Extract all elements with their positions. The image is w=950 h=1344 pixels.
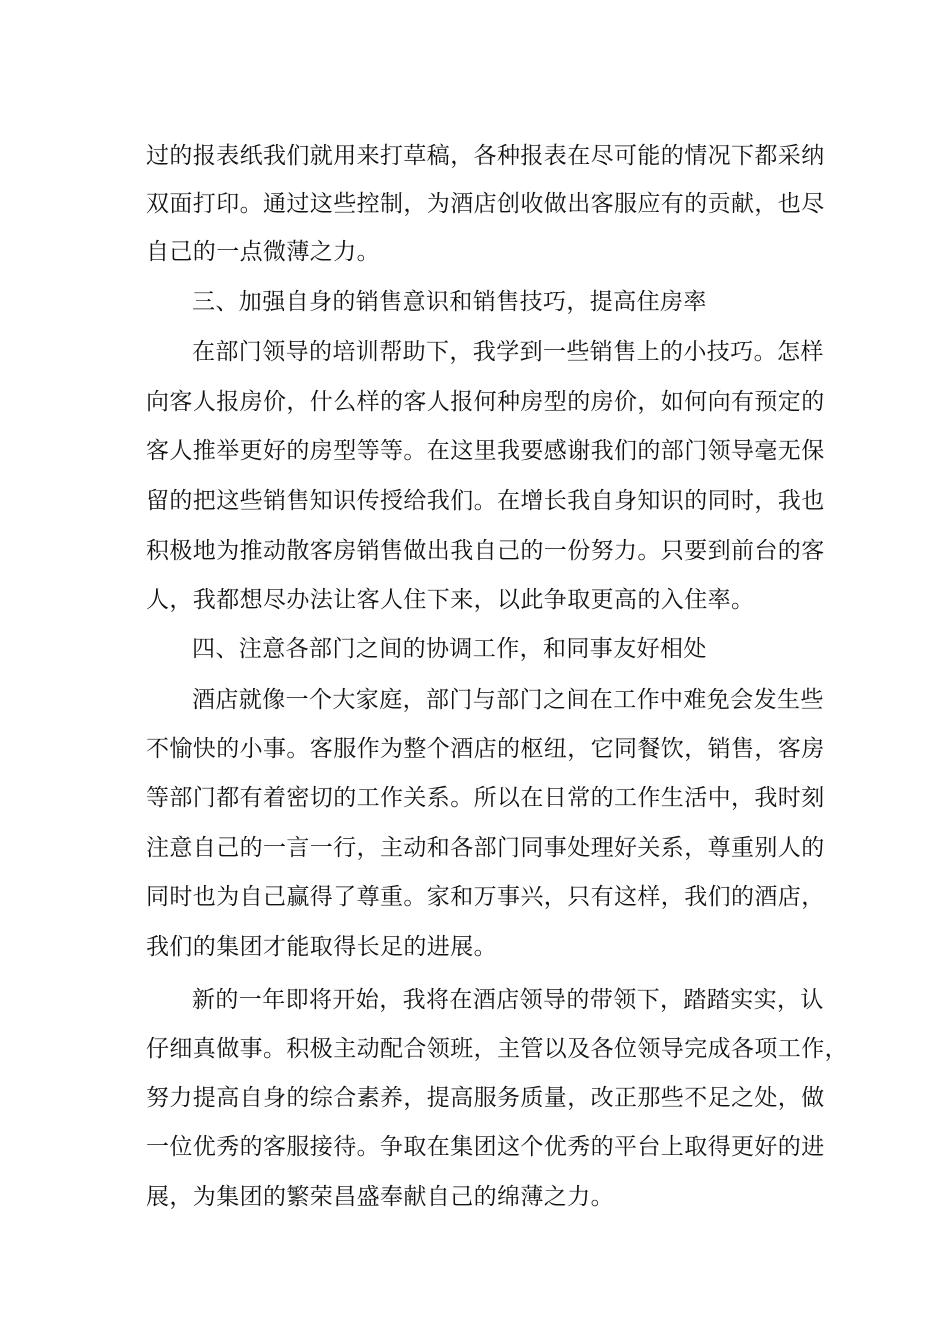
paragraph-line-7: 客人推举更好的房型等等。在这里我要感谢我们的部门领导毫无保 <box>146 438 825 464</box>
paragraph-line-14: 等部门都有着密切的工作关系。所以在日常的工作生活中，我时刻 <box>146 785 825 811</box>
paragraph-line-3: 自己的一点微薄之力。 <box>146 239 380 265</box>
section-heading-3: 三、加强自身的销售意识和销售技巧，提高住房率 <box>192 289 707 315</box>
paragraph-line-5: 在部门领导的培训帮助下，我学到一些销售上的小技巧。怎样 <box>192 339 824 365</box>
paragraph-line-12: 酒店就像一个大家庭，部门与部门之间在工作中难免会发生些 <box>192 687 824 713</box>
paragraph-line-18: 新的一年即将开始，我将在酒店领导的带领下，踏踏实实，认 <box>192 987 824 1013</box>
paragraph-line-2: 双面打印。通过这些控制，为酒店创收做出客服应有的贡献，也尽 <box>146 191 825 217</box>
paragraph-line-16: 同时也为自己赢得了尊重。家和万事兴，只有这样，我们的酒店， <box>146 884 825 910</box>
section-heading-4: 四、注意各部门之间的协调工作，和同事友好相处 <box>192 636 707 662</box>
paragraph-line-21: 一位优秀的客服接待。争取在集团这个优秀的平台上取得更好的进 <box>146 1134 825 1160</box>
paragraph-line-15: 注意自己的一言一行，主动和各部门同事处理好关系，尊重别人的 <box>146 835 825 861</box>
paragraph-line-9: 积极地为推动散客房销售做出我自己的一份努力。只要到前台的客 <box>146 538 825 564</box>
paragraph-line-1: 过的报表纸我们就用来打草稿，各种报表在尽可能的情况下都采纳 <box>146 143 825 169</box>
paragraph-line-22: 展，为集团的繁荣昌盛奉献自己的绵薄之力。 <box>146 1184 614 1210</box>
paragraph-line-17: 我们的集团才能取得长足的进展。 <box>146 934 497 960</box>
paragraph-line-13: 不愉快的小事。客服作为整个酒店的枢纽，它同餐饮，销售，客房 <box>146 736 825 762</box>
paragraph-line-20: 努力提高自身的综合素养，提高服务质量，改正那些不足之处，做 <box>146 1085 825 1111</box>
paragraph-line-8: 留的把这些销售知识传授给我们。在增长我自身知识的同时，我也 <box>146 488 825 514</box>
paragraph-line-19: 仔细真做事。积极主动配合领班，主管以及各位领导完成各项工作， <box>146 1036 848 1062</box>
paragraph-line-10: 人，我都想尽办法让客人住下来，以此争取更高的入住率。 <box>146 587 755 613</box>
paragraph-line-6: 向客人报房价，什么样的客人报何种房型的房价，如何向有预定的 <box>146 389 825 415</box>
